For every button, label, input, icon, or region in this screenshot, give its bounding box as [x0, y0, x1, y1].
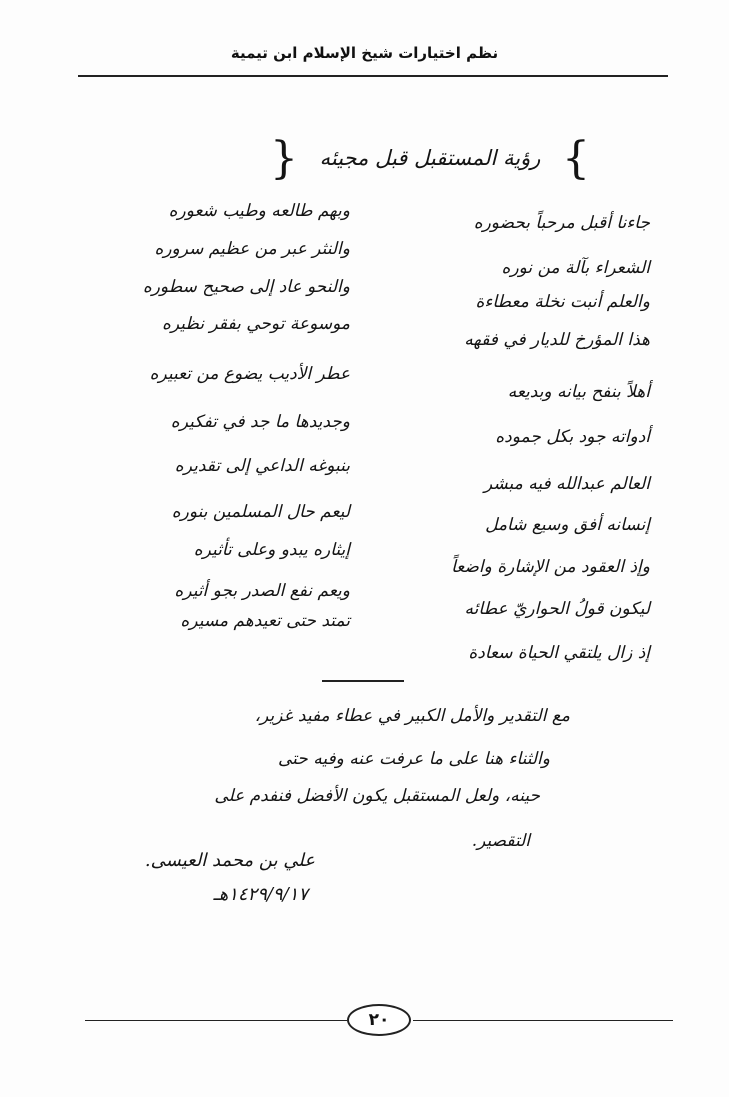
verse-left-9: إيثاره يبدو وعلى تأثيره	[193, 540, 350, 560]
verse-left-4: موسوعة توحي بفقر نظيره	[162, 314, 350, 334]
footer-rule-left	[85, 1020, 347, 1021]
running-header-title: نظم اختيارات شيخ الإسلام ابن تيمية	[230, 44, 499, 62]
verse-left-6: وجديدها ما جد في تفكيره	[170, 412, 350, 432]
verse-left-5: عطر الأديب يضوع من تعبيره	[149, 364, 350, 384]
header-rule	[78, 75, 668, 77]
poem-title-block	[270, 133, 590, 186]
verse-left-10: ويعم نفع الصدر بجو أثيره	[174, 581, 350, 601]
prose-line-2: والثناء هنا على ما عرفت عنه وفيه حتى	[278, 749, 550, 769]
verse-right-10: ليكون قولُ الحواريّ عطائه	[464, 599, 650, 619]
prose-line-1: مع التقدير والأمل الكبير في عطاء مفيد غزير،	[254, 706, 570, 726]
verse-right-6: أدواته جود بكل جموده	[495, 427, 650, 447]
verse-left-1: وبهم طالعه وطيب شعوره	[168, 201, 350, 221]
signature-name: علي بن محمد العيسى.	[144, 850, 315, 871]
verse-left-11: تمتد حتى تعيدهم مسيره	[180, 611, 350, 631]
section-divider	[322, 680, 404, 682]
verse-right-5: أهلاً بنفح بيانه وبديعه	[507, 382, 650, 402]
poem-title: رؤية المستقبل قبل مجيئه	[319, 146, 541, 170]
verse-right-11: إذ زال يلتقي الحياة سعادة	[468, 643, 650, 663]
verse-right-3: والعلم أنبت نخلة معطاءة	[475, 292, 650, 312]
footer-rule-right	[413, 1020, 673, 1021]
verse-right-4: هذا المؤرخ للديار في فقهه	[464, 330, 650, 350]
verse-left-8: ليعم حال المسلمين بنوره	[171, 502, 350, 522]
title-bracket-left: {	[270, 133, 298, 184]
verse-left-7: بنبوغه الداعي إلى تقديره	[174, 456, 350, 476]
verse-left-2: والنثر عبر من عظيم سروره	[154, 239, 350, 259]
verse-right-9: وإذ العقود من الإشارة واضعاً	[451, 557, 650, 577]
prose-line-3: حينه، ولعل المستقبل يكون الأفضل فنفدم على	[214, 786, 540, 806]
signature-date: ١٤٢٩/٩/١٧هـ	[213, 884, 308, 905]
verse-right-7: العالم عبدالله فيه مبشر	[484, 474, 650, 494]
title-bracket-right: }	[562, 133, 590, 184]
verse-right-2: الشعراء بآلة من نوره	[501, 258, 650, 278]
verse-right-8: إنسانه أفق وسيع شامل	[485, 515, 650, 535]
page-number: ٢٠	[347, 1004, 411, 1036]
verse-left-3: والنحو عاد إلى صحيح سطوره	[142, 277, 350, 297]
verse-right-1: جاءنا أقبل مرحباً بحضوره	[473, 213, 650, 233]
prose-line-4: التقصير.	[471, 831, 530, 851]
